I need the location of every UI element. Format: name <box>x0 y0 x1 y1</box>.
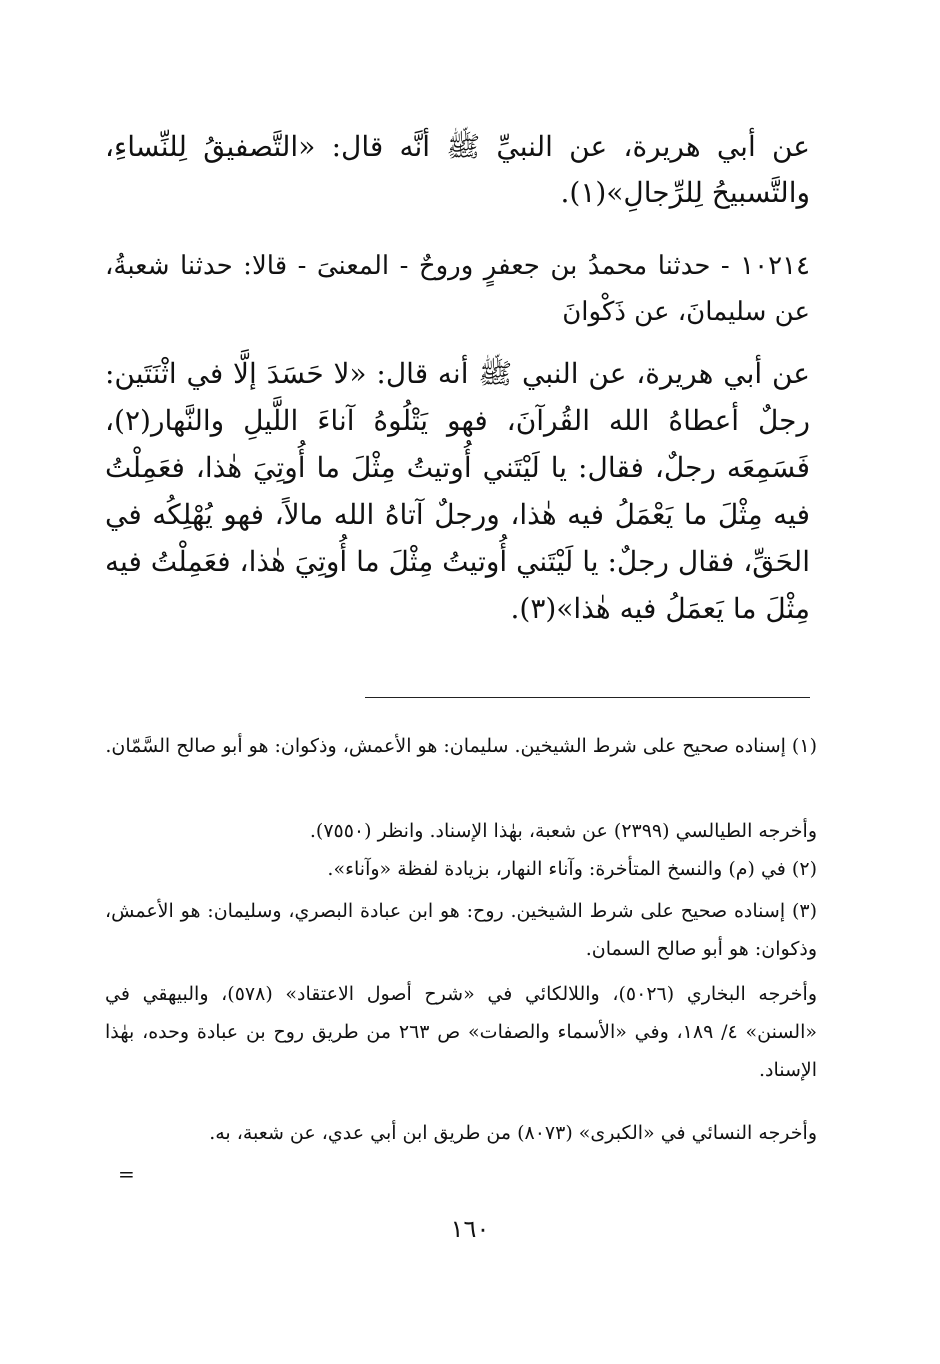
page-number: ١٦٠ <box>450 1215 490 1243</box>
footnote-2: (٢) في (م) والنسخ المتأخرة: وآناء النهار، بزيادة لفظة «وآناء». <box>327 858 817 880</box>
footnote-3-continued: وأخرجه البخاري (٥٠٢٦)، واللالكائي في «شرح أصول الاعتقاد» (٥٧٨)، والبيهقي في «السنن» ٤/ ١٨٩، وفي «الأسماء والصفات» ص ٢٦٣ من طريق روح بن عبادة وحده، بهٰذا الإسناد. <box>105 983 817 1081</box>
hadith-text-2: عن أبي هريرة، عن النبي ﷺ أنه قال: «لا حَسَدَ إلَّا في اثْنَتَين: رجلٌ أعطاهُ الله القُرآنَ، فهو يَتْلُوهُ آناءَ اللَّيلِ والنَّهار(٢)، فَسَمِعَه رجلٌ، فقال: يا لَيْتَني أُوتيتُ مِثْلَ ما أُوتِيَ هٰذا، فعَمِلْتُ فيه مِثْلَ ما يَعْمَلُ فيه هٰذا، ورجلٌ آتاهُ الله مالاً، فهو يُهْلِكُه في الحَقِّ، فقال رجلٌ: يا لَيْتَني أُوتيتُ مِثْلَ ما أُوتِيَ هٰذا، فعَمِلْتُ فيه مِثْلَ ما يَعمَلُ فيه هٰذا»(٣). <box>105 357 810 625</box>
hadith-isnad-10214: ١٠٢١٤ - حدثنا محمدُ بن جعفرٍ وروحٌ - المعنىَ - قالا: حدثنا شعبةُ، عن سليمانَ، عن ذَكْوانَ <box>105 251 810 327</box>
footnote-1-continued: وأخرجه الطيالسي (٢٣٩٩) عن شعبة، بهٰذا الإسناد. وانظر (٧٥٥٠). <box>309 820 817 842</box>
footnote-1: (١) إسناده صحيح على شرط الشيخين. سليمان: هو الأعمش، وذكوان: هو أبو صالح السَّمّان. <box>105 735 817 757</box>
footnote-separator <box>365 697 810 698</box>
footnote-3: (٣) إسناده صحيح على شرط الشيخين. روح: هو ابن عبادة البصري، وسليمان: هو الأعمش، وذكوان: هو أبو صالح السمان. <box>105 900 817 960</box>
footnote-3-continued-2: وأخرجه النسائي في «الكبرى» (٨٠٧٣) من طريق ابن أبي عدي، عن شعبة، به. <box>209 1122 817 1144</box>
continuation-mark: = <box>118 1162 135 1186</box>
hadith-text-1: عن أبي هريرة، عن النبيِّ ﷺ أنَّه قال: «التَّصفيقُ لِلنِّساءِ، والتَّسبيحُ لِلرِّجالِ»(١). <box>105 130 810 209</box>
